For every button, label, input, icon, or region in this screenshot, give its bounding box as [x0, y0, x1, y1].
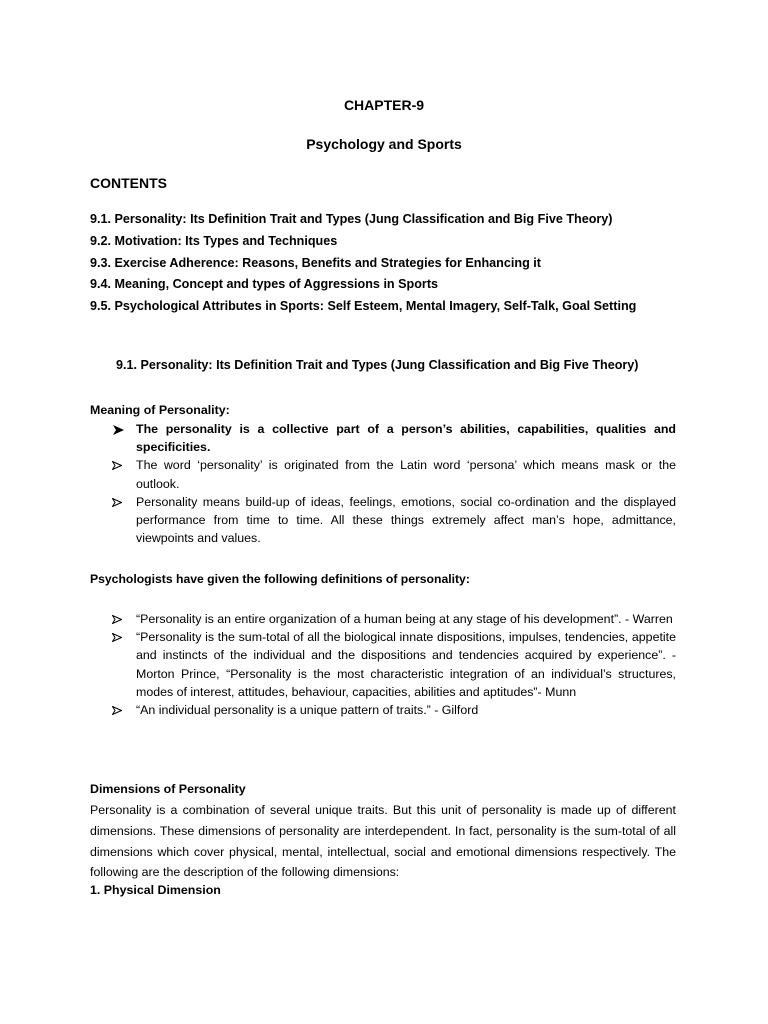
meaning-heading: Meaning of Personality:	[90, 403, 230, 417]
arrowhead-bullet-icon	[112, 610, 126, 624]
list-item	[90, 610, 676, 628]
list-item-text: The personality is a collective part of a person’s abilities, capabilities, qualities and specificities.	[136, 422, 676, 455]
list-item-text: “Personality is an entire organization of a human being at any stage of his development”. - Warren	[136, 612, 673, 626]
list-item-text: Personality means build-up of ideas, feelings, emotions, social co-ordination and the displayed performance from time to time. All these things extremely affect man’s hope, admittance, viewpoints and values.	[136, 494, 676, 546]
arrowhead-bullet-icon	[112, 456, 126, 470]
list-item-text: “Personality is the sum-total of all the biological innate dispositions, impulses, tendencies, appetite and instincts of the individual and the dispositions and tendencies acquired by experience”. - Morton Prince, “Personality is the most characteristic integration of an individual’s structures, modes of interest, attitudes, behaviour, capacities, abilities and aptitudes”- Munn	[136, 630, 676, 699]
toc-item: 9.5. Psychological Attributes in Sports: Self Esteem, Mental Imagery, Self-Talk, Goal Setting	[90, 299, 637, 314]
definitions-heading: Psychologists have given the following definitions of personality:	[90, 572, 470, 586]
dimensions-paragraph: Personality is a combination of several unique traits. But this unit of personality is made up of different dimensions. These dimensions of personality are interdependent. In fact, personality is the sum-total of all dimensions which cover physical, mental, intellectual, social and emotional dimensions respectively. The following are the description of the following dimensions:	[90, 803, 676, 880]
list-item	[90, 420, 676, 456]
dimensions-heading: Dimensions of Personality	[90, 782, 246, 796]
list-item-text: The word ‘personality’ is originated from the Latin word ‘persona’ which means mask or the outlook.	[136, 458, 676, 491]
chapter-heading: CHAPTER-9	[343, 97, 425, 113]
physical-dimension-heading: 1. Physical Dimension	[90, 883, 221, 897]
list-item	[90, 456, 676, 492]
table-of-contents	[90, 209, 710, 318]
chapter-title: Psychology and Sports	[306, 136, 462, 152]
definitions-list	[90, 610, 676, 719]
arrowhead-bullet-icon	[112, 493, 126, 507]
list-item	[90, 701, 676, 719]
arrowhead-bullet-icon	[112, 628, 126, 642]
contents-heading: CONTENTS	[90, 175, 167, 191]
list-item-text: “An individual personality is a unique pattern of traits.” - Gilford	[136, 703, 479, 718]
toc-item: 9.2. Motivation: Its Types and Techniques	[90, 233, 338, 248]
section-heading: 9.1. Personality: Its Definition Trait and Types (Jung Classification and Big Five Theory)	[116, 358, 639, 372]
meaning-list	[90, 420, 676, 547]
arrowhead-bullet-icon	[112, 420, 126, 435]
list-item	[90, 493, 676, 548]
toc-item: 9.3. Exercise Adherence: Reasons, Benefits and Strategies for Enhancing it	[90, 255, 541, 270]
arrowhead-bullet-icon	[112, 701, 126, 715]
toc-item: 9.4. Meaning, Concept and types of Aggressions in Sports	[90, 277, 439, 292]
list-item	[90, 628, 676, 701]
toc-item: 9.1. Personality: Its Definition Trait and Types (Jung Classification and Big Five Theory)	[90, 212, 613, 226]
